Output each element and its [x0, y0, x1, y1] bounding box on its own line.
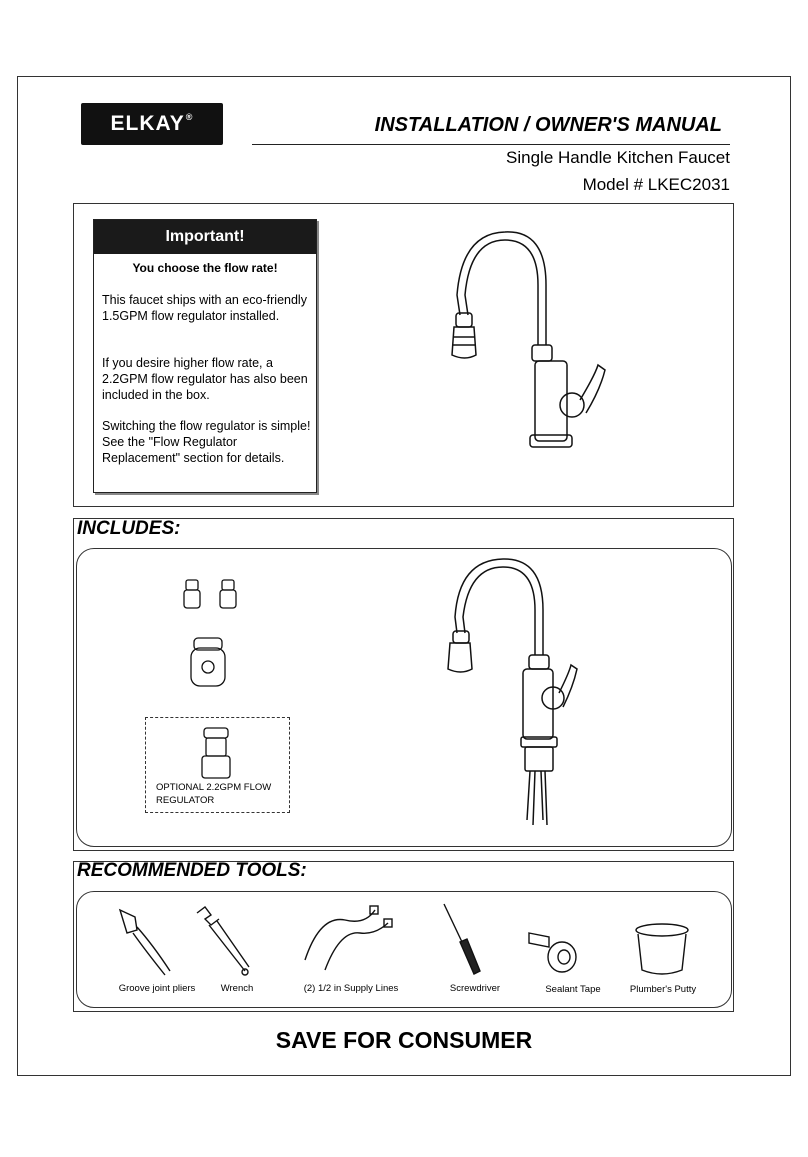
tool-label: (2) 1/2 in Supply Lines [303, 983, 399, 994]
putty-icon [632, 920, 692, 980]
adapter-fittings-icon [180, 576, 250, 612]
tool-label: Wrench [220, 983, 254, 994]
important-subheading: You choose the flow rate! [132, 261, 278, 275]
important-paragraph: This faucet ships with an eco-friendly 1.5GPM flow regulator installed. [102, 293, 307, 323]
footer-notice: SAVE FOR CONSUMER [275, 1027, 533, 1053]
faucet-illustration [440, 225, 620, 455]
tools-heading: RECOMMENDED TOOLS: [77, 860, 307, 881]
tool-label: Plumber's Putty [629, 984, 697, 995]
supply-lines-icon [300, 905, 395, 975]
sealant-tape-icon [527, 925, 579, 980]
faucet-with-supply-lines-illustration [435, 555, 585, 840]
important-heading: Important! [94, 220, 316, 254]
flow-regulator-icon [188, 636, 228, 690]
screwdriver-icon [440, 902, 490, 980]
tool-label: Screwdriver [449, 983, 501, 994]
optional-regulator-label: OPTIONAL 2.2GPM FLOW REGULATOR [156, 782, 272, 806]
manual-title: INSTALLATION / OWNER'S MANUAL [374, 114, 722, 136]
product-subtitle: Single Handle Kitchen Faucet [506, 148, 730, 167]
model-number: Model # LKEC2031 [582, 175, 730, 194]
title-rule [252, 144, 730, 145]
tool-label: Sealant Tape [545, 984, 601, 995]
elkay-logo: ELKAY® [81, 103, 223, 145]
important-paragraph: If you desire higher flow rate, a 2.2GPM flow regulator has also been included in the box. [102, 356, 308, 402]
tool-label: Groove joint pliers [118, 983, 196, 994]
wrench-icon [193, 905, 253, 980]
important-paragraph: Switching the flow regulator is simple! See the "Flow Regulator Replacement" section for details. [102, 419, 311, 465]
includes-heading: INCLUDES: [77, 518, 181, 539]
pliers-icon [115, 905, 175, 980]
optional-regulator-icon [196, 726, 236, 782]
